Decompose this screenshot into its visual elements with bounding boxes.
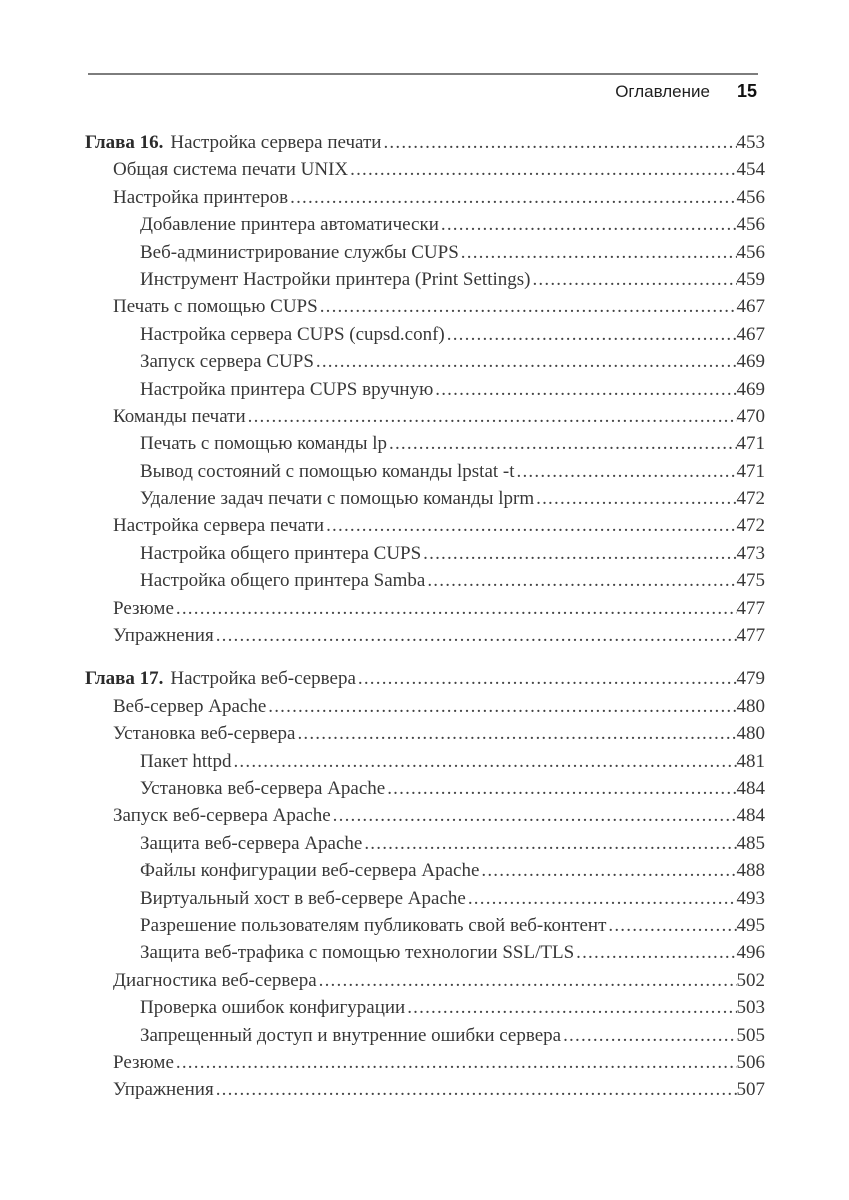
entry-title: Настройка общего принтера Samba: [140, 570, 426, 592]
toc-entry: [85, 1076, 765, 1103]
dot-leader: [517, 458, 737, 485]
page-ref: 456: [736, 241, 765, 263]
dot-leader: [427, 567, 736, 594]
toc-entry: [85, 885, 765, 912]
page-ref: 484: [736, 777, 765, 799]
entry-title: Печать с помощью CUPS: [113, 296, 318, 318]
page-ref: 488: [736, 860, 765, 882]
dot-leader: [468, 885, 737, 912]
page-ref: 481: [736, 750, 765, 772]
header-rule: [88, 73, 758, 75]
page-ref: 470: [736, 405, 765, 427]
entry-title: Настройка принтеров: [113, 186, 289, 208]
dot-leader: [423, 540, 736, 567]
dot-leader: [364, 830, 736, 857]
entry-title: Инструмент Настройки принтера (Print Settings): [140, 268, 531, 290]
chapter-block-2: [85, 665, 765, 1103]
page-ref: 480: [736, 695, 765, 717]
page-ref: 459: [736, 268, 765, 290]
dot-leader: [216, 622, 737, 649]
dot-leader: [176, 1049, 737, 1076]
toc-entry: [85, 430, 765, 457]
entry-title: Запуск веб-сервера Apache: [113, 805, 331, 827]
entry-title: Установка веб-сервера: [113, 723, 296, 745]
dot-leader: [461, 239, 737, 266]
toc-entry: [85, 748, 765, 775]
entry-title: Запрещенный доступ и внутренние ошибки сервера: [140, 1024, 562, 1046]
dot-leader: [532, 266, 736, 293]
dot-leader: [407, 994, 736, 1021]
dot-leader: [481, 857, 736, 884]
dot-leader: [316, 348, 737, 375]
dot-leader: [563, 1022, 736, 1049]
toc-entry: [85, 458, 765, 485]
entry-title: Резюме: [113, 1051, 174, 1073]
toc-entry: [85, 403, 765, 430]
dot-leader: [233, 748, 736, 775]
toc-entry: [85, 211, 765, 238]
dot-leader: [536, 485, 736, 512]
entry-title: Проверка ошибок конфигурации: [140, 997, 406, 1019]
page-ref: 453: [736, 132, 765, 153]
toc-entry: [85, 939, 765, 966]
entry-title: Запуск сервера CUPS: [140, 351, 314, 373]
dot-leader: [389, 430, 736, 457]
page-ref: 493: [736, 887, 765, 909]
page-ref: 507: [736, 1079, 765, 1101]
entry-title: Веб-администрирование службы CUPS: [140, 241, 459, 263]
page-ref: 505: [736, 1024, 765, 1046]
toc-entry: [85, 857, 765, 884]
page-ref: 495: [736, 914, 765, 936]
dot-leader: [608, 912, 736, 939]
entry-title: Общая система печати UNIX: [113, 159, 349, 181]
entry-title: Веб-сервер Apache: [113, 695, 267, 717]
page-ref: 472: [736, 515, 765, 537]
toc-entry: [85, 830, 765, 857]
toc-entry: [85, 567, 765, 594]
entry-title: Удаление задач печати с помощью команды lprm: [140, 488, 535, 510]
toc-entry: [85, 184, 765, 211]
entry-title: Настройка общего принтера CUPS: [140, 542, 422, 564]
dot-leader: [297, 720, 736, 747]
toc-entry: [85, 376, 765, 403]
entry-title: Защита веб-сервера Apache: [140, 832, 363, 854]
page-ref: 502: [736, 969, 765, 991]
running-header: [85, 81, 757, 102]
page-ref: 484: [736, 805, 765, 827]
entry-title: Настройка сервера CUPS (cupsd.conf): [140, 323, 445, 345]
toc-entry: [85, 994, 765, 1021]
dot-leader: [383, 129, 736, 156]
page-ref: 480: [736, 723, 765, 745]
toc-entry: [85, 1049, 765, 1076]
page-number: 15: [736, 81, 757, 101]
entry-title: Установка веб-сервера Apache: [140, 777, 386, 799]
page-ref: 475: [736, 570, 765, 592]
table-of-contents: [85, 129, 765, 1104]
page-ref: 479: [736, 668, 765, 690]
toc-entry: [85, 967, 765, 994]
page-ref: 506: [736, 1051, 765, 1073]
toc-chapter-row: [85, 665, 765, 692]
toc-entry: [85, 802, 765, 829]
entry-title: Добавление принтера автоматически: [140, 214, 439, 236]
entry-title: Разрешение пользователям публиковать свой веб-контент: [140, 914, 607, 936]
entry-title: Диагностика веб-сервера: [113, 969, 317, 991]
entry-title: Настройка принтера CUPS вручную: [140, 378, 434, 400]
running-header-title: Оглавление: [615, 82, 710, 101]
toc-entry: [85, 321, 765, 348]
dot-leader: [320, 293, 737, 320]
toc-entry: [85, 912, 765, 939]
entry-title: Защита веб-трафика с помощью технологии SSL/TLS: [140, 942, 575, 964]
dot-leader: [333, 802, 737, 829]
dot-leader: [447, 321, 737, 348]
page-ref: 471: [736, 433, 765, 455]
toc-entry: [85, 622, 765, 649]
toc-chapter-row: [85, 129, 765, 156]
dot-leader: [268, 693, 736, 720]
entry-title: Виртуальный хост в веб-сервере Apache: [140, 887, 466, 909]
dot-leader: [326, 512, 736, 539]
page-ref: 456: [736, 214, 765, 236]
dot-leader: [576, 939, 736, 966]
page-ref: 467: [736, 296, 765, 318]
dot-leader: [216, 1076, 737, 1103]
toc-entry: [85, 1022, 765, 1049]
chapter-number-label: Глава 17.: [85, 668, 164, 690]
toc-entry: [85, 720, 765, 747]
toc-entry: [85, 595, 765, 622]
toc-entry: [85, 239, 765, 266]
chapter-block-1: [85, 129, 765, 649]
page-ref: 469: [736, 378, 765, 400]
page-ref: 467: [736, 323, 765, 345]
dot-leader: [441, 211, 737, 238]
page-ref: 496: [736, 942, 765, 964]
chapter-title: Настройка веб-сервера: [170, 668, 356, 690]
entry-title: Файлы конфигурации веб-сервера Apache: [140, 860, 480, 882]
entry-title: Пакет httpd: [140, 750, 232, 772]
toc-entry: [85, 266, 765, 293]
toc-entry: [85, 775, 765, 802]
page-ref: 471: [736, 460, 765, 482]
toc-entry: [85, 485, 765, 512]
toc-entry: [85, 348, 765, 375]
toc-entry: [85, 512, 765, 539]
dot-leader: [248, 403, 737, 430]
page-ref: 503: [736, 997, 765, 1019]
page-ref: 485: [736, 832, 765, 854]
chapter-number-label: Глава 16.: [85, 132, 164, 153]
dot-leader: [176, 595, 737, 622]
dot-leader: [319, 967, 737, 994]
dot-leader: [387, 775, 736, 802]
toc-entry: [85, 293, 765, 320]
page-ref: 469: [736, 351, 765, 373]
page-ref: 454: [736, 159, 765, 181]
entry-title: Команды печати: [113, 405, 246, 427]
entry-title: Упражнения: [113, 1079, 214, 1101]
dot-leader: [358, 665, 737, 692]
toc-entry: [85, 156, 765, 183]
dot-leader: [290, 184, 736, 211]
toc-entry: [85, 540, 765, 567]
page-ref: 477: [736, 625, 765, 647]
entry-title: Вывод состояний с помощью команды lpstat -t: [140, 460, 515, 482]
entry-title: Упражнения: [113, 625, 214, 647]
entry-title: Настройка сервера печати: [113, 515, 325, 537]
entry-title: Печать с помощью команды lp: [140, 433, 388, 455]
page-ref: 472: [736, 488, 765, 510]
page-ref: 477: [736, 597, 765, 619]
dot-leader: [350, 156, 736, 183]
dot-leader: [435, 376, 736, 403]
page-ref: 456: [736, 186, 765, 208]
page-ref: 473: [736, 542, 765, 564]
entry-title: Резюме: [113, 597, 174, 619]
toc-entry: [85, 693, 765, 720]
chapter-title: Настройка сервера печати: [170, 132, 382, 153]
